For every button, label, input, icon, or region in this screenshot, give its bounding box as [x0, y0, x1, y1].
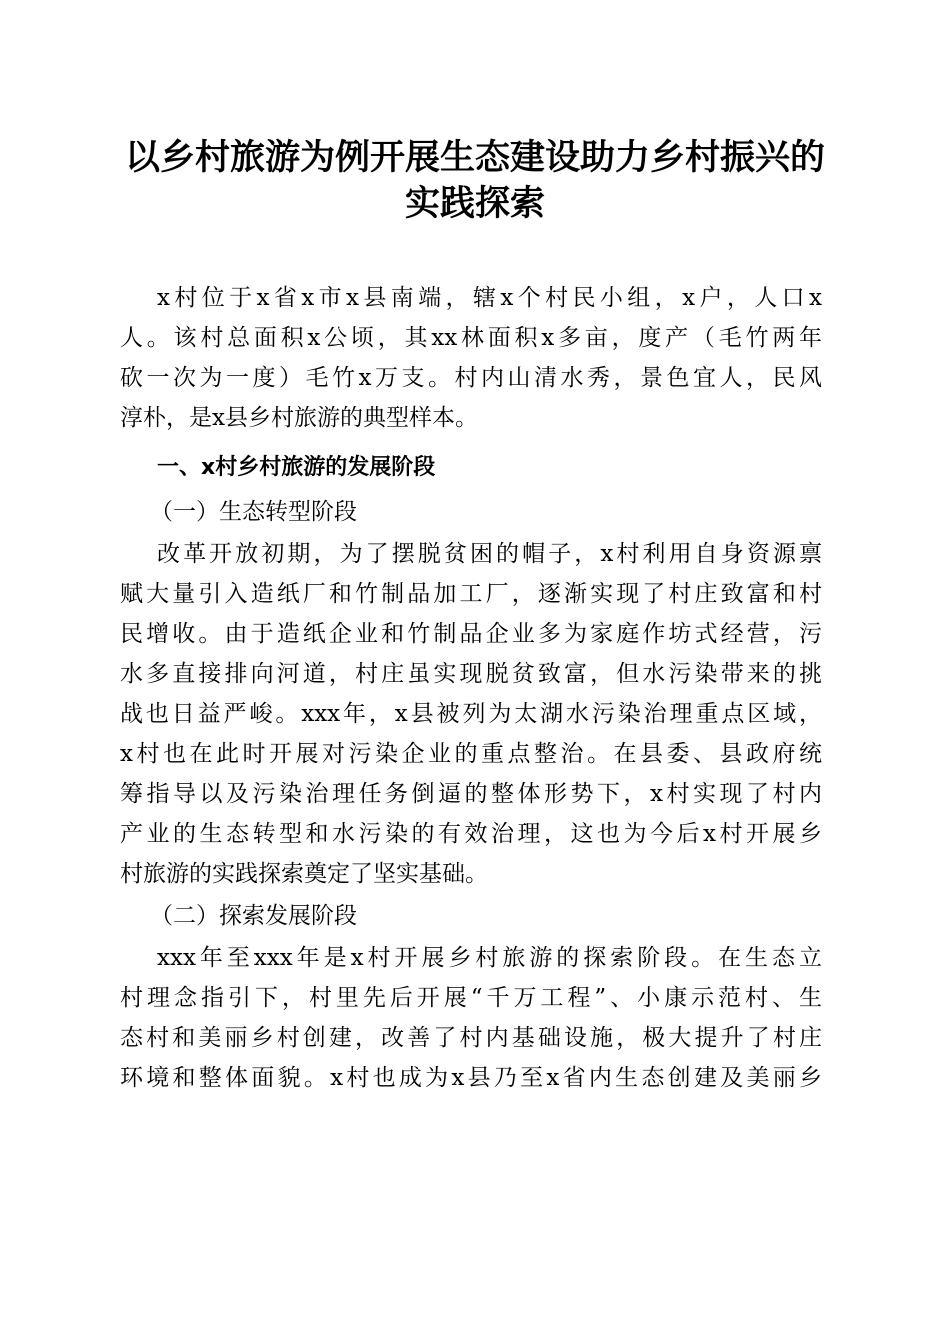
paragraph-line: 改革开放初期，为了摆脱贫困的帽子，x村利用自身资源禀 — [157, 541, 822, 567]
paragraph-line: 淳朴，是x县乡村旅游的典型样本。 — [120, 405, 478, 431]
paragraph-line: x村位于x省x市x县南端，辖x个村民小组，x户，人口x — [157, 285, 822, 311]
paragraph-line: 态村和美丽乡村创建，改善了村内基础设施，极大提升了村庄 — [120, 1025, 822, 1051]
paragraph — [120, 938, 822, 1098]
paragraph-line: 产业的生态转型和水污染的有效治理，这也为今后x村开展乡 — [120, 821, 822, 847]
title-line-2: 实践探索 — [404, 183, 545, 224]
paragraph-line: 环境和整体面貌。x村也成为x县乃至x省内生态创建及美丽乡 — [120, 1065, 822, 1091]
paragraph — [120, 534, 822, 894]
paragraph-line: 砍一次为一度）毛竹x万支。村内山清水秀，景色宜人，民风 — [120, 365, 822, 391]
paragraph-line: 人。该村总面积x公顷，其xx林面积x多亩，度产（毛竹两年 — [120, 325, 822, 351]
document-title — [100, 135, 850, 227]
paragraph-line: x村也在此时开展对污染企业的重点整治。在县委、县政府统 — [120, 741, 822, 767]
paragraph-line: 赋大量引入造纸厂和竹制品加工厂，逐渐实现了村庄致富和村 — [120, 581, 822, 607]
title-line-1: 以乡村旅游为例开展生态建设助力乡村振兴的 — [124, 137, 825, 178]
paragraph-line: 民增收。由于造纸企业和竹制品企业多为家庭作坊式经营，污 — [120, 621, 822, 647]
paragraph-line: 筹指导以及污染治理任务倒逼的整体形势下，x村实现了村内 — [120, 781, 822, 807]
paragraph-line: 战也日益严峻。xxx年，x县被列为太湖水污染治理重点区域， — [120, 701, 822, 727]
paragraph-line: 水多直接排向河道，村庄虽实现脱贫致富，但水污染带来的挑 — [120, 661, 822, 687]
paragraph-line: xxx年至xxx年是x村开展乡村旅游的探索阶段。在生态立 — [157, 945, 822, 971]
document-body — [120, 278, 822, 1098]
section-heading: 一、x村乡村旅游的发展阶段 — [157, 455, 436, 480]
subsection-heading: （二）探索发展阶段 — [150, 903, 357, 929]
paragraph-line: 村旅游的实践探索奠定了坚实基础。 — [120, 861, 488, 887]
paragraph — [120, 278, 822, 438]
paragraph-line: 村理念指引下，村里先后开展“千万工程”、小康示范村、生 — [120, 985, 822, 1011]
subsection-heading: （一）生态转型阶段 — [150, 499, 357, 525]
